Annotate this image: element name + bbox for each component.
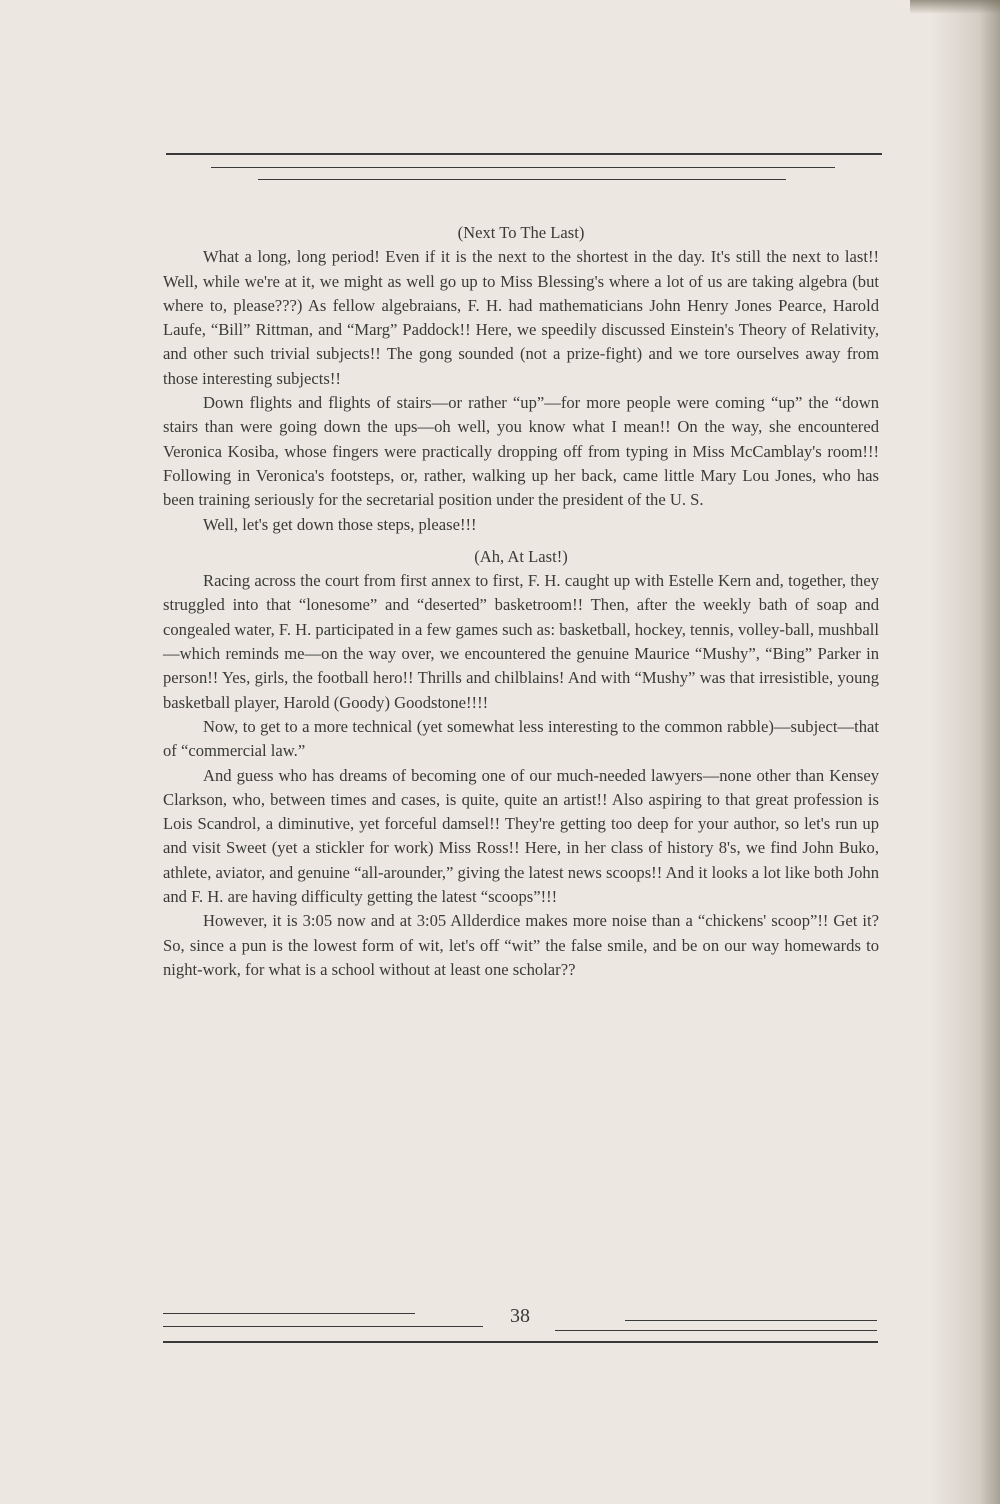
paragraph: Racing across the court from first annex to first, F. H. caught up with Estelle Kern and, together, they struggled into that “lonesome” and “deserted” basketroom!! Then, after the weekly bath of soap and congealed water, F. H. participated in a few games such as: basketball, hockey, tennis, volley-ball, mushball—which reminds me—on the way over, we encountered the genuine Maurice “Mushy”, “Bing” Parker in person!! Yes, girls, the football hero!! Thrills and chilblains! And with “Mushy” was that irresistible, young basketball player, Harold (Goody) Goodstone!!!! (163, 571, 879, 712)
footer-rule-right-lower (555, 1330, 877, 1331)
article-body (163, 221, 879, 982)
paragraph: And guess who has dreams of becoming one of our much-needed lawyers—none other than Kensey Clarkson, who, between times and cases, is quite, quite an artist!! Also aspiring to that great profession is Lois Scandrol, a diminutive, yet forceful damsel!! They're getting too deep for your author, so let's run up and visit Sweet (yet a stickler for work) Miss Ross!! Here, in her class of history 8's, we find John Buko, athlete, aviator, and genuine “all-arounder,” giving the latest news scoops!! And it looks a lot like both John and F. H. are having difficulty getting the latest “scoops”!!! (163, 765, 879, 907)
top-rule-2 (211, 167, 835, 168)
paragraph: Well, let's get down those steps, please!!! (203, 514, 477, 534)
page-number: 38 (510, 1305, 530, 1327)
paragraph: However, it is 3:05 now and at 3:05 Allderdice makes more noise than a “chickens' scoop”!! Get it? So, since a pun is the lowest form of wit, let's off “wit” the false smile, and be on our way homewards to night-work, for what is a school without at least one scholar?? (163, 911, 879, 979)
page-corner-shadow (910, 0, 1000, 14)
footer-rule-full (163, 1341, 878, 1343)
top-rule-1 (166, 153, 882, 155)
section-heading-at-last: (Ah, At Last!) (474, 546, 568, 566)
paragraph: Down flights and flights of stairs—or rather “up”—for more people were coming “up” the “down stairs than were going down the ups—oh well, you know what I mean!! On the way, she encountered Veronica Kosiba, whose fingers were practically dropping off from typing in Miss McCamblay's room!!! Following in Veronica's footsteps, or, rather, walking up her back, came little Mary Lou Jones, who has been training seriously for the secretarial position under the president of the U. S. (163, 393, 879, 510)
footer-rule-left-lower (163, 1326, 483, 1327)
footer-rule-left-upper (163, 1313, 415, 1314)
section-heading-next-to-last: (Next To The Last) (457, 223, 585, 242)
page-edge-shadow (930, 0, 1000, 1504)
top-rule-3 (258, 179, 786, 180)
paragraph: What a long, long period! Even if it is the next to the shortest in the day. It's still the next to last!! Well, while we're at it, we might as well go up to Miss Blessing's where a lot of us are taking algebra (but where to, please???) As fellow algebraians, F. H. had mathematicians John Henry Jones Pearce, Harold Laufe, “Bill” Rittman, and “Marg” Paddock!! Here, we speedily discussed Einstein's Theory of Relativity, and other such trivial subjects!! The gong sounded (not a prize-fight) and we tore ourselves away from those interesting subjects!! (163, 247, 879, 388)
footer-rule-right-upper (625, 1320, 877, 1321)
paragraph: Now, to get to a more technical (yet somewhat less interesting to the common rabble)—subject—that of “commercial law.” (163, 716, 879, 761)
